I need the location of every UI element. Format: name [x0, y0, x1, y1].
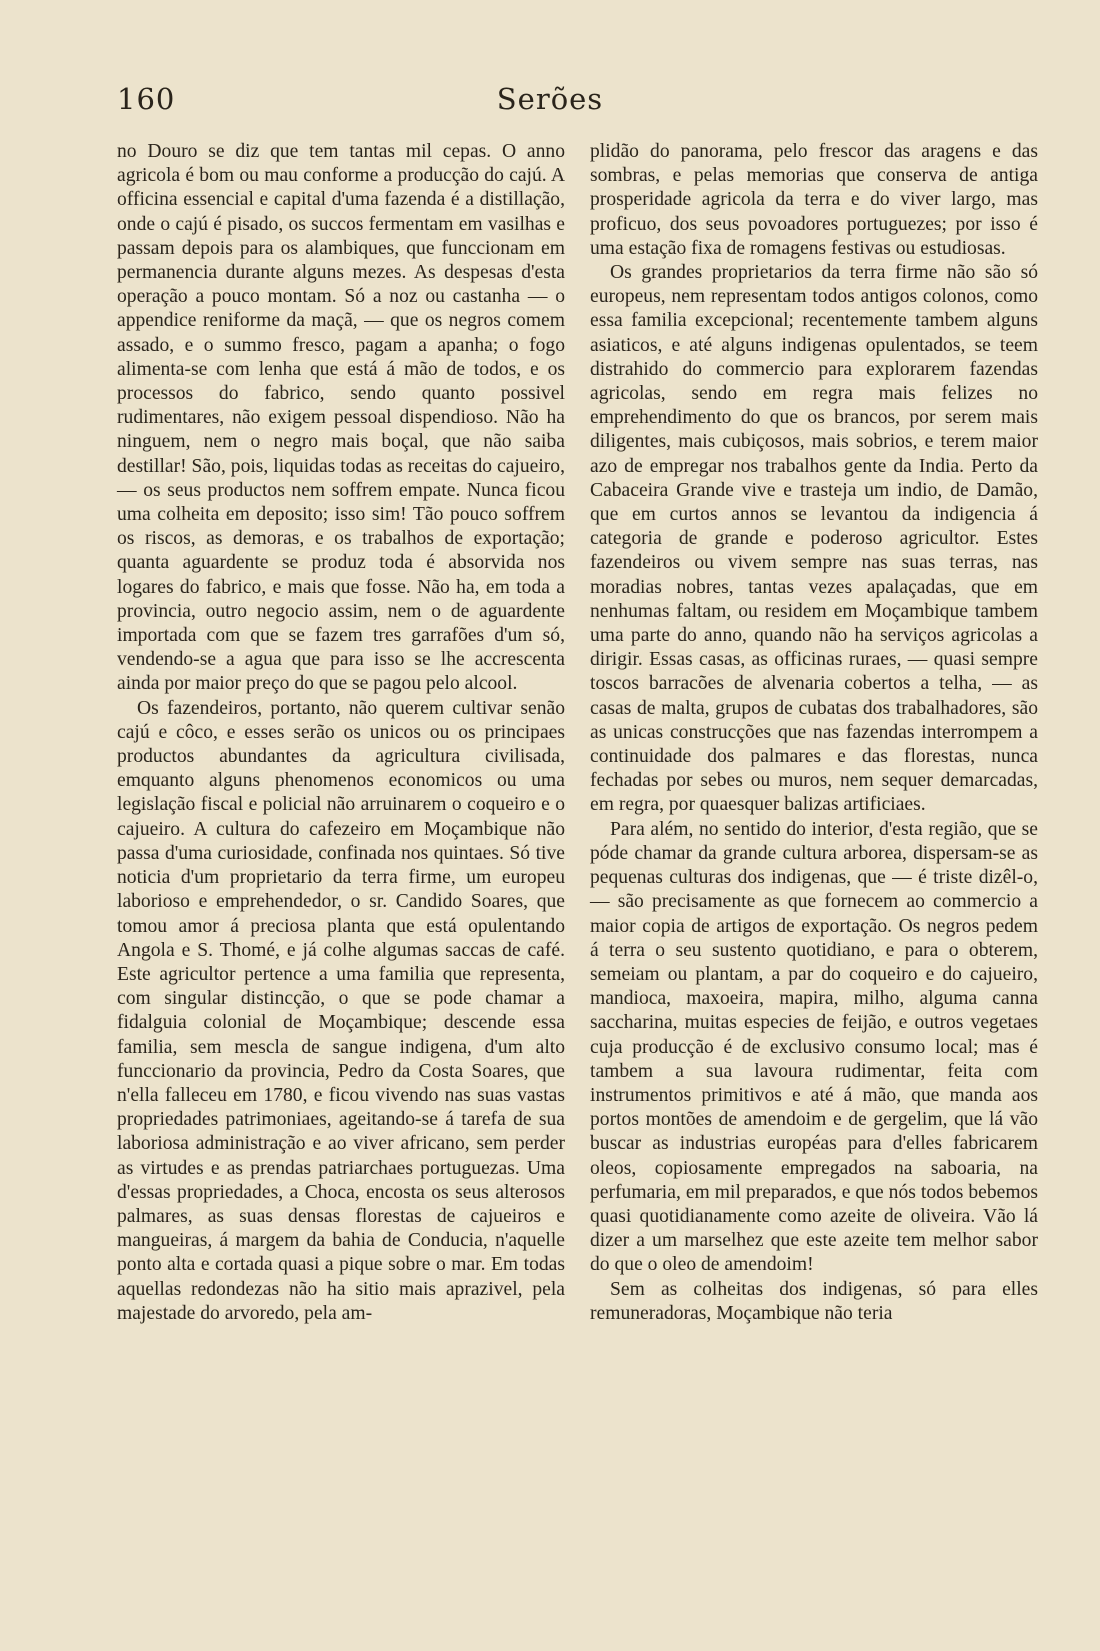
paragraph: Os fazendeiros, portanto, não querem cultivar senão cajú e côco, e esses serão os unicos ou os principaes productos abundantes da agricultura civilisada, emquanto alguns phenomenos economicos ou uma legislação fiscal e policial não arruinarem o coqueiro e o cajueiro. A cultura do cafezeiro em Moçambique não passa d'uma curiosidade, confinada nos quintaes. Só tive noticia d'um proprietario da terra firme, um europeu laborioso e emprehendedor, o sr. Candido Soares, que tomou amor á preciosa planta que está opulentando Angola e S. Thomé, e já colhe algumas saccas de café. Este agricultor pertence a uma familia que representa, com singular distincção, o que se pode chamar a fidalguia colonial de Moçambique; descende essa familia, sem mescla de sangue indigena, d'um alto funccionario da provincia, Pedro da Costa Soares, que n'ella falleceu em 1780, e ficou vivendo nas suas vastas propriedades patrimoniaes, ageitando-se á tarefa de sua laboriosa administração e ao viver africano, sem perder as virtudes e as prendas patriarchaes portuguezas. Uma d'essas propriedades, a Choca, encosta os seus alterosos palmares, as suas densas florestas de cajueiros e mangueiras, á margem da bahia de Conducia, n'aquelle ponto alta e cortada quasi a pique sobre o mar. Em todas aquellas redondezas não ha sitio mais aprazivel, pela majestade do arvoredo, pela am-: [117, 697, 565, 1324]
running-title: Serões: [496, 82, 604, 116]
paragraph: no Douro se diz que tem tantas mil cepas. O anno agricola é bom ou mau conforme a producção do cajú. A officina essencial e capital d'uma fazenda é a distillação, onde o cajú é pisado, os succos fermentam em vasilhas e passam depois para os alambiques, que funccionam em permanencia durante alguns mezes. As despesas d'esta operação a pouco montam. Só a noz ou castanha — o appendice reniforme da maçã, — que os negros comem assado, e o summo fresco, pagam a apanha; o fogo alimenta-se com lenha que está á mão de todos, e os processos do fabrico, sendo quanto possivel rudimentares, não exigem pessoal dispendioso. Não ha ninguem, nem o negro mais boçal, que não saiba destillar! São, pois, liquidas todas as receitas do cajueiro, — os seus productos nem soffrem empate. Nunca ficou uma colheita em deposito; isso sim! Tão pouco soffrem os riscos, as demoras, e os trabalhos de exportação; quanta aguardente se produz toda é absorvida nos logares do fabrico, e mais que fosse. Não ha, em toda a provincia, outro negocio assim, nem o de aguardente importada com que se fazem tres garrafões d'um só, vendendo-se a agua que para isso se lhe accrescenta ainda por maior preço do que se pagou pelo alcool.: [117, 141, 565, 695]
page-number: 160: [117, 82, 176, 116]
paragraph: plidão do panorama, pelo frescor das aragens e das sombras, e pelas memorias que conserva de antiga prosperidade agricola da terra e do viver largo, mas proficuo, dos seus povoadores portuguezes; por isso é uma estação fixa de romagens festivas ou estudiosas.: [590, 141, 1038, 259]
paragraph: Sem as colheitas dos indigenas, só para elles remuneradoras, Moçambique não teria: [590, 1278, 1038, 1324]
page-header: [117, 82, 983, 126]
left-column: [117, 140, 565, 1326]
paragraph: Os grandes proprietarios da terra firme não são só europeus, nem representam todos antigos colonos, como essa familia excepcional; recentemente tambem alguns asiaticos, e até alguns indigenas opulentados, se teem distrahido do commercio para explorarem fazendas agricolas, sendo em regra mais felizes no emprehendimento do que os brancos, por serem mais diligentes, mais cubiçosos, mais sobrios, e terem maior azo de empregar nos trabalhos gente da India. Perto da Cabaceira Grande vive e trasteja um indio, de Damão, que em curtos annos se levantou da indigencia á categoria de grande e poderoso agricultor. Estes fazendeiros ou vivem sempre nas suas terras, nas moradias nobres, tantas vezes apalaçadas, que em nenhumas faltam, ou residem em Moçambique tambem uma parte do anno, quando não ha serviços agricolas a dirigir. Essas casas, as officinas ruraes, — quasi sempre toscos barracões de alvenaria cobertos a telha, — as casas de malta, grupos de cubatas dos trabalhadores, são as unicas construcções que nas fazendas interrompem a continuidade dos palmares e das florestas, nunca fechadas por sebes ou muros, nem sequer demarcadas, em regra, por quaesquer balizas artificiaes.: [590, 262, 1038, 816]
right-column: [590, 140, 1038, 1326]
paragraph: Para além, no sentido do interior, d'esta região, que se póde chamar da grande cultura arborea, dispersam-se as pequenas culturas dos indigenas, que — é triste dizêl-o, — são precisamente as que fornecem ao commercio a maior copia de artigos de exportação. Os negros pedem á terra o seu sustento quotidiano, e para o obterem, semeiam ou plantam, a par do coqueiro e do cajueiro, mandioca, maxoeira, mapira, milho, alguma canna saccharina, muitas especies de feijão, e outros vegetaes cuja producção é de exclusivo consumo local; mas é tambem a sua lavoura rudimentar, feita com instrumentos primitivos e até á mão, que manda aos portos montões de amendoim e de gergelim, que lá vão buscar as industrias européas para d'elles fabricarem oleos, copiosamente empregados na saboaria, na perfumaria, em mil preparados, e que nós todos bebemos quasi quotidianamente como azeite de oliveira. Vão lá dizer a um marselhez que este azeite tem melhor sabor do que o oleo de amendoim!: [590, 818, 1038, 1276]
